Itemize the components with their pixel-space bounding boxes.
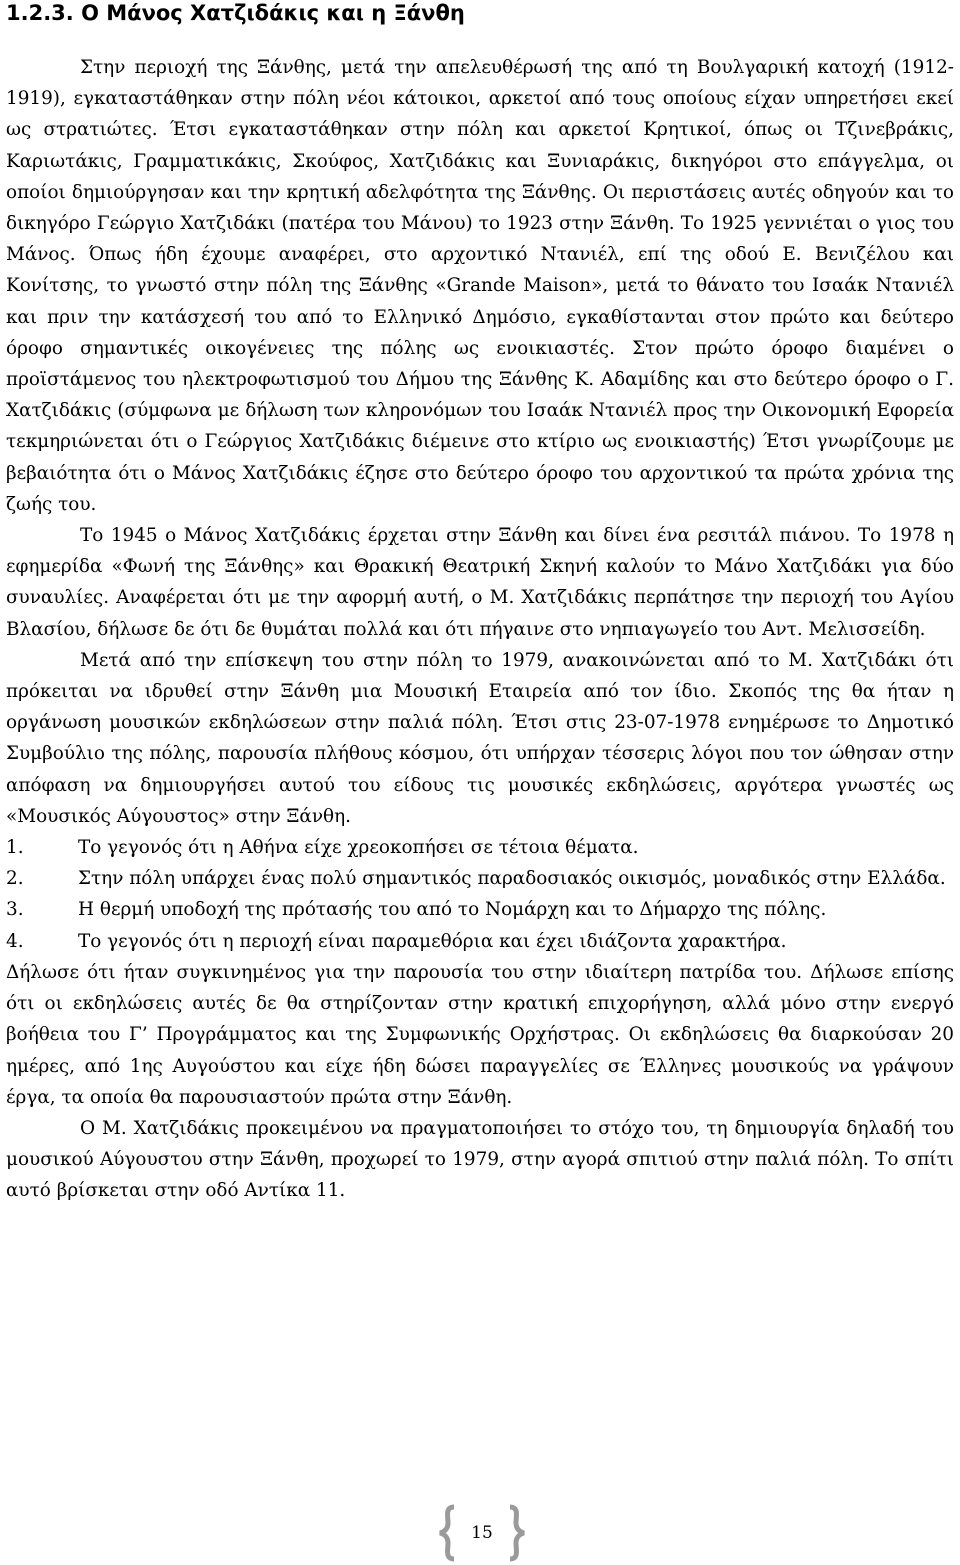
list-item [6,863,954,894]
paragraph: Στην περιοχή της Ξάνθης, μετά την απελευθέρωσή της από τη Βουλγαρική κατοχή (1912-1919), εγκαταστάθηκαν στην πόλη νέοι κάτοικοι, αρκετοί από τους οποίους είχαν υπηρετήσει εκεί ως στρατιώτες. Έτσι εγκαταστάθηκαν στην πόλη και αρκετοί Κρητικοί, όπως οι Τζινεβράκις, Καριωτάκις, Γραμματικάκις, Σκούφος, Χατζιδάκις και Ξυνιαράκις, δικηγόροι στο επάγγελμα, οι οποίοι δημιούργησαν και την κρητική αδελφότητα της Ξάνθης. Οι περιστάσεις αυτές οδηγούν και το δικηγόρο Γεώργιο Χατζιδάκι (πατέρα του Μάνου) το 1923 στην Ξάνθη. Το 1925 γεννιέται ο γιος του Μάνος. Όπως ήδη έχουμε αναφέρει, στο αρχοντικό Ντανιέλ, επί της οδού Ε. Βενιζέλου και Κονίτσης, το γνωστό στην πόλη της Ξάνθης «Grande Maison», μετά το θάνατο του Ισαάκ Ντανιέλ και πριν την κατάσχεσή του από το Ελληνικό Δημόσιο, εγκαθίστανται στον πρώτο και δεύτερο όροφο σημαντικές οικογένειες της πόλης ως ενοικιαστές. Στον πρώτο όροφο διαμένει ο προϊστάμενος του ηλεκτροφωτισμού του Δήμου της Ξάνθης Κ. Αδαμίδης και στο δεύτερο όροφο ο Γ. Χατζιδάκις (σύμφωνα με δήλωση των κληρονόμων του Ισαάκ Ντανιέλ προς την Οικονομική Εφορεία τεκμηριώνεται ότι ο Γεώργιος Χατζιδάκις διέμεινε στο κτίριο ως ενοικιαστής) Έτσι γνωρίζουμε με βεβαιότητα ότι ο Μάνος Χατζιδάκις έζησε στο δεύτερο όροφο του αρχοντικού τα πρώτα χρόνια της ζωής του. [6,57,954,515]
list-item-number: 2. [6,868,24,890]
list-item-number: 3. [6,899,24,921]
list-item-text: Στην πόλη υπάρχει ένας πολύ σημαντικός παραδοσιακός οικισμός, μοναδικός στην Ελλάδα. [78,868,946,890]
list-item-number: 1. [6,837,24,859]
paragraph: Το 1945 ο Μάνος Χατζιδάκις έρχεται στην Ξάνθη και δίνει ένα ρεσιτάλ πιάνου. Το 1978 η εφημερίδα «Φωνή της Ξάνθης» και Θρακική Θεατρική Σκηνή καλούν το Μάνο Χατζιδάκι για δύο συναυλίες. Αναφέρεται ότι με την αφορμή αυτή, ο Μ. Χατζιδάκις περπάτησε την περιοχή του Αγίου Βλασίου, δήλωσε δε ότι δε θυμάται πολλά και ότι πήγαινε στο νηπιαγωγείο του Αντ. Μελισσείδη. [6,525,954,640]
list-item [6,894,954,925]
list-item-text: Το γεγονός ότι η περιοχή είναι παραμεθόρια και έχει ιδιάζοντα χαρακτήρα. [78,930,787,952]
page-number: 15 [471,1523,493,1543]
paragraph: Δήλωσε ότι ήταν συγκινημένος για την παρουσία του στην ιδιαίτερη πατρίδα του. Δήλωσε επίσης ότι οι εκδηλώσεις αυτές δε θα στηρίζονταν στην κρατική επιχορήγηση, αλλά μόνο στην ενεργό βοήθεια του Γ’ Προγράμματος και της Συμφωνικής Ορχήστρας. Οι εκδηλώσεις θα διαρκούσαν 20 ημέρες, από 1ης Αυγούστου και είχε ήδη δώσει παραγγελίες σε Έλληνες μουσικούς να γράψουν έργα, τα οποία θα παρουσιαστούν πρώτα στην Ξάνθη. [6,961,954,1108]
list-item-text: Το γεγονός ότι η Αθήνα είχε χρεοκοπήσει σε τέτοια θέματα. [78,837,639,859]
list-item [6,832,954,863]
paragraph: Ο Μ. Χατζιδάκις προκειμένου να πραγματοποιήσει το στόχο του, τη δημιουργία δηλαδή του μουσικού Αύγουστου στην Ξάνθη, προχωρεί το 1979, στην αγορά σπιτιού στην παλιά πόλη. Το σπίτι αυτό βρίσκεται στην οδό Αντίκα 11. [6,1117,954,1202]
page-footer [436,1503,528,1563]
body-text [6,52,954,1207]
list-item [6,926,954,957]
paragraph: Μετά από την επίσκεψη του στην πόλη το 1979, ανακοινώνεται από το Μ. Χατζιδάκι ότι πρόκειται να ιδρυθεί στην Ξάνθη μια Μουσική Εταιρεία από τον ίδιο. Σκοπός της θα ήταν η οργάνωση μουσικών εκδηλώσεων στην παλιά πόλη. Έτσι στις 23-07-1978 ενημέρωσε το Δημοτικό Συμβούλιο της πόλης, παρουσία πλήθους κόσμου, ότι υπήρχαν τέσσερις λόγοι που τον ώθησαν στην απόφαση να δημιουργήσει αυτού του είδους τις μουσικές εκδηλώσεις, αργότερα γνωστές ως «Μουσικός Αύγουστος» στην Ξάνθη. [6,649,954,827]
section-heading: 1.2.3. Ο Μάνος Χατζιδάκις και η Ξάνθη [6,1,465,25]
list-item-number: 4. [6,930,24,952]
list-item-text: Η θερμή υποδοχή της πρότασής του από το Νομάρχη και το Δήμαρχο της πόλης. [78,899,827,921]
